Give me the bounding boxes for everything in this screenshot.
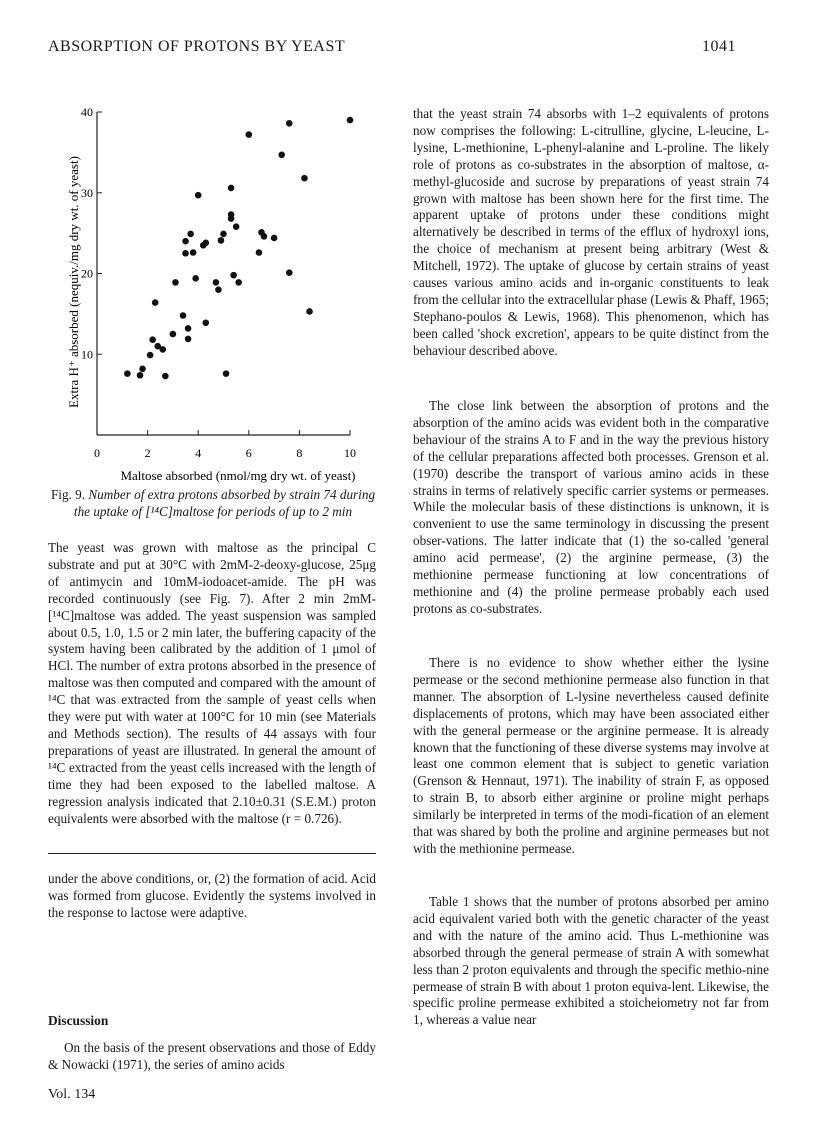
data-point — [147, 352, 154, 359]
data-point — [190, 249, 197, 256]
data-point — [223, 370, 230, 377]
data-point — [170, 331, 177, 338]
x-tick-label: 0 — [94, 446, 100, 460]
data-point — [159, 346, 166, 353]
figure-legend-paragraph: The yeast was grown with maltose as the principal C substrate and put at 30°C with 2mM-2-deoxy-glucose, 25μg of antimycin and 10mM-iodoacet-amide. The pH was recorded continuously (see Fig. 7). After 2 min 2mM-[¹⁴C]maltose was added. The yeast suspension was sampled about 0.5, 1.0, 1.5 or 2 min later, the buffering capacity of the system having been calibrated by the addition of 1 μmol of HCl. The number of extra protons absorbed in the presence of maltose was then computed and compared with the amount of ¹⁴C that was extracted from the sample of yeast cells when they were put with water at 100°C for 10 min (see Materials and Methods section). The results of 44 assays with four preparations of yeast are illustrated. In general the amount of ¹⁴C extracted from the yeast cells increased with the length of time they had been exposed to the labelled maltose. A regression analysis indicated that 2.10±0.31 (S.E.M.) proton equivalents were absorbed with the maltose (r = 0.726). — [48, 540, 376, 826]
right-paragraph-3: There is no evidence to show whether either the lysine permease or the second methionine permease also function in that manner. The absorption of L-lysine nevertheless caused definite displacements of protons, which may have been associated either with the general permease or the arginine permease. It is already known that the functioning of these diverse systems may involve at least one common element that is subject to genetic variation (Grenson & Hennaut, 1971). The inability of strain F, as opposed to strain B, to absorb either arginine or proline might perhaps similarly be interpreted in terms of the modi-fication of an element that was shared by both the proline and arginine permeases but not with the methionine permease. — [413, 655, 769, 856]
x-tick-label: 6 — [245, 446, 252, 460]
x-tick-label: 4 — [195, 446, 202, 460]
chart-points — [124, 117, 353, 380]
data-point — [172, 279, 179, 286]
data-point — [306, 308, 313, 315]
data-point — [137, 372, 144, 379]
data-point — [228, 185, 235, 192]
data-point — [182, 250, 189, 257]
caption-label: Fig. 9. — [50, 487, 86, 502]
data-point — [180, 312, 187, 319]
data-point — [246, 131, 253, 138]
data-point — [185, 325, 192, 332]
data-point — [215, 286, 222, 293]
data-point — [286, 269, 293, 276]
right-paragraph-4: Table 1 shows that the number of protons absorbed per amino acid equivalent varied both with the genetic character of the yeast and with the nature of the amino acid. Thus L-methionine was absorbed through the general permease of strain A with somewhat less than 2 proton equivalents and through the specific methio-nine permease of strain B with about 1 proton equiva-lent. Likewise, the specific proline permease exhibited a stoicheiometry not far from 1, whereas a value near — [413, 894, 769, 1028]
data-point — [139, 365, 146, 372]
data-point — [218, 237, 225, 244]
data-point — [202, 240, 209, 247]
data-point — [195, 192, 202, 199]
data-point — [182, 238, 189, 245]
data-point — [301, 175, 308, 182]
data-point — [187, 231, 194, 238]
data-point — [233, 223, 240, 230]
data-point — [286, 120, 293, 127]
right-paragraph-2: The close link between the absorption of protons and the absorption of the amino acids was evident both in the comparative behaviour of the strains A to F and in the way the previous history of the cellular preparations affected both processes. Grenson et al. (1970) describe the transport of various amino acids in these strains in terms of relatively specific carrier systems or permeases. While the molecular basis of these distinctions is unknown, it is convenient to use the same terminology in discussing the present obser-vations. The latter indicate that (1) the so-called 'general amino acid permease', (2) the arginine permease, (3) the methionine permease functioning at low concentrations of methionine and (4) the proline permease probably each used protons as co-substrates. — [413, 398, 769, 616]
x-tick-label: 8 — [296, 446, 303, 460]
page-number: 1041 — [702, 38, 736, 55]
data-point — [149, 336, 156, 343]
data-point — [192, 275, 199, 282]
y-tick-label: 20 — [81, 266, 93, 281]
data-point — [162, 373, 169, 380]
data-point — [230, 272, 237, 279]
discussion-heading: Discussion — [48, 1013, 109, 1028]
scatter-chart — [48, 100, 383, 485]
volume-label: Vol. 134 — [48, 1087, 96, 1102]
running-title: ABSORPTION OF PROTONS BY YEAST — [48, 38, 346, 55]
y-tick-label: 10 — [81, 347, 93, 362]
data-point — [278, 151, 285, 158]
data-point — [256, 249, 263, 256]
figure-caption — [48, 487, 378, 521]
data-point — [124, 370, 131, 377]
column-divider — [48, 853, 376, 854]
caption-text: Number of extra protons absorbed by strain 74 during the uptake of [¹⁴C]maltose for periods of up to 2 min — [73, 487, 376, 519]
data-point — [261, 233, 268, 240]
data-point — [235, 279, 242, 286]
data-point — [347, 117, 354, 124]
data-point — [202, 319, 209, 326]
data-point — [228, 215, 235, 222]
y-tick-label: 40 — [81, 105, 93, 119]
x-axis-label: Maltose absorbed (nmol/mg dry wt. of yeast) — [120, 468, 356, 483]
data-point — [213, 279, 220, 286]
data-point — [220, 231, 227, 238]
data-point — [185, 336, 192, 343]
data-point — [152, 299, 159, 306]
continuation-paragraph: under the above conditions, or, (2) the formation of acid. Acid was formed from glucose. Evidently the systems involved in the response to lactose were adaptive. — [48, 871, 376, 920]
y-tick-label: 30 — [81, 185, 93, 200]
x-tick-label: 10 — [344, 446, 356, 460]
x-tick-label: 2 — [144, 446, 151, 460]
discussion-paragraph: On the basis of the present observations and those of Eddy & Nowacki (1971), the series of amino acids — [48, 1040, 376, 1072]
data-point — [271, 235, 278, 242]
right-paragraph-1: that the yeast strain 74 absorbs with 1–2 equivalents of protons now comprises the following: L-citrulline, glycine, L-leucine, L-lysine, L-methionine, L-phenyl-alanine and L-proline. The likely role of protons as co-substrates in the absorption of maltose, α-methyl-glucoside and sucrose by preparations of yeast strain 74 grown with maltose has been shown here for the first time. The apparent uptake of protons under these conditions might alternatively be described in terms of the efflux of hydroxyl ions, the choice of mechanism at present being arbitrary (West & Mitchell, 1972). The uptake of glucose by certain strains of yeast causes various amino acids and in-organic constituents to leak from the cellular into the extracellular phase (Lewis & Phaff, 1965; Stephano-poulos & Lewis, 1968). This phenomenon, which has been called 'shock excretion', appears to be quite distinct from the behaviour described above. — [413, 106, 769, 358]
y-axis-label: Extra H⁺ absorbed (nequiv./mg dry wt. of yeast) — [66, 156, 81, 408]
